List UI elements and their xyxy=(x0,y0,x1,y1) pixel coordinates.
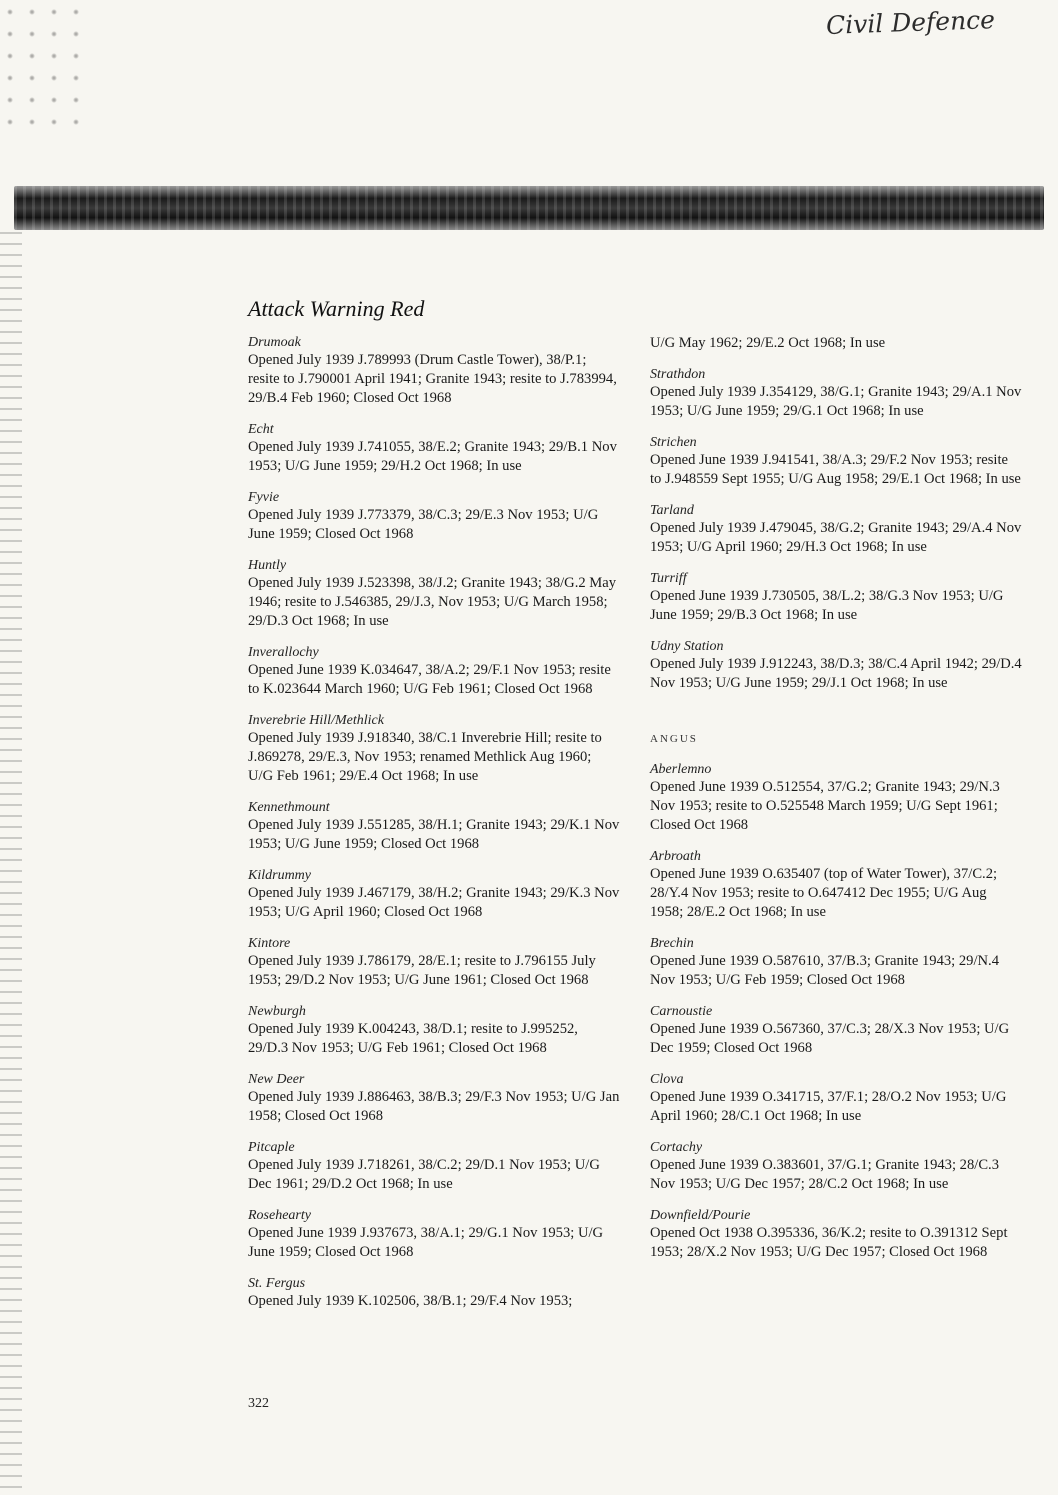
left-column xyxy=(248,334,620,1324)
post-entry xyxy=(248,489,620,544)
post-name: Turriff xyxy=(650,571,687,586)
post-details: Opened June 1939 O.567360, 37/C.3; 28/X.3 Nov 1953; U/G Dec 1959; Closed Oct 1968 xyxy=(650,1021,1010,1056)
post-details: Opened July 1939 J.354129, 38/G.1; Granite 1943; 29/A.1 Nov 1953; U/G June 1959; 29/G.1 Oct 1968; In use xyxy=(650,384,1022,419)
post-details: Opened July 1939 J.479045, 38/G.2; Granite 1943; 29/A.4 Nov 1953; U/G April 1960; 29/H.3 Oct 1968; In use xyxy=(650,520,1022,555)
post-entry xyxy=(248,935,620,990)
post-name: Fyvie xyxy=(248,490,280,505)
post-entry xyxy=(248,644,620,699)
post-entry xyxy=(650,1003,1022,1058)
post-details: Opened July 1939 J.551285, 38/H.1; Granite 1943; 29/K.1 Nov 1953; U/G June 1959; Closed Oct 1968 xyxy=(248,817,620,852)
post-details: Opened July 1939 J.741055, 38/E.2; Granite 1943; 29/B.1 Nov 1953; U/G June 1959; 29/H.2 Oct 1968; In use xyxy=(248,439,617,474)
post-name: Clova xyxy=(650,1072,684,1087)
post-entry xyxy=(248,334,620,408)
post-entry xyxy=(650,1207,1022,1262)
post-name: Kildrummy xyxy=(248,868,311,883)
post-details: Opened June 1939 J.937673, 38/A.1; 29/G.1 Nov 1953; U/G June 1959; Closed Oct 1968 xyxy=(248,1225,604,1260)
post-details: Opened July 1939 J.523398, 38/J.2; Granite 1943; 38/G.2 May 1946; resite to J.546385, 29/J.3, Nov 1953; U/G March 1958; 29/D.3 Oct 1968; In use xyxy=(248,575,617,629)
post-name: Drumoak xyxy=(248,335,301,350)
post-details: Opened June 1939 O.341715, 37/F.1; 28/O.2 Nov 1953; U/G April 1960; 28/C.1 Oct 1968; In use xyxy=(650,1089,1007,1124)
post-name: Kintore xyxy=(248,936,291,951)
post-entry xyxy=(650,848,1022,922)
post-name: Huntly xyxy=(248,558,287,573)
post-entry xyxy=(650,1071,1022,1126)
post-entry xyxy=(650,570,1022,625)
post-name: Inverebrie Hill/Methlick xyxy=(248,713,384,728)
post-entry xyxy=(650,935,1022,990)
post-details: Opened June 1939 O.383601, 37/G.1; Granite 1943; 28/C.3 Nov 1953; U/G Dec 1957; 28/C.2 Oct 1968; In use xyxy=(650,1157,999,1192)
post-details: Opened July 1939 J.918340, 38/C.1 Inverebrie Hill; resite to J.869278, 29/E.3, Nov 1953; renamed Methlick Aug 1960; U/G Feb 1961; 29/E.4 Oct 1968; In use xyxy=(248,730,602,784)
post-name: Udny Station xyxy=(650,639,724,654)
post-entry xyxy=(650,366,1022,421)
page-number: 322 xyxy=(248,1396,269,1411)
post-entry xyxy=(248,1207,620,1262)
post-name: Strichen xyxy=(650,435,697,450)
post-entry xyxy=(650,638,1022,693)
post-name: Pitcaple xyxy=(248,1140,295,1155)
post-details: Opened June 1939 J.730505, 38/L.2; 38/G.3 Nov 1953; U/G June 1959; 29/B.3 Oct 1968; In use xyxy=(650,588,1004,623)
post-name: New Deer xyxy=(248,1072,305,1087)
post-entry xyxy=(248,712,620,786)
post-entry xyxy=(248,867,620,922)
post-details: Opened July 1939 J.886463, 38/B.3; 29/F.3 Nov 1953; U/G Jan 1958; Closed Oct 1968 xyxy=(248,1089,620,1124)
post-details: Opened June 1939 K.034647, 38/A.2; 29/F.1 Nov 1953; resite to K.023644 March 1960; U/G Feb 1961; Closed Oct 1968 xyxy=(248,662,611,697)
scan-left-edge xyxy=(0,232,22,1495)
post-name: Carnoustie xyxy=(650,1004,713,1019)
post-details: Opened June 1939 O.587610, 37/B.3; Granite 1943; 29/N.4 Nov 1953; U/G Feb 1959; Closed Oct 1968 xyxy=(650,953,999,988)
post-details: Opened July 1939 J.789993 (Drum Castle Tower), 38/P.1; resite to J.790001 April 1941; Granite 1943; resite to J.783994, 29/B.4 Feb 1960; Closed Oct 1968 xyxy=(248,352,617,406)
post-details: Opened July 1939 K.004243, 38/D.1; resite to J.995252, 29/D.3 Nov 1953; U/G Feb 1961; Closed Oct 1968 xyxy=(248,1021,578,1056)
post-name: Brechin xyxy=(650,936,694,951)
post-entry xyxy=(248,1071,620,1126)
post-name: Newburgh xyxy=(248,1004,306,1019)
post-name: Arbroath xyxy=(650,849,701,864)
post-entry xyxy=(248,557,620,631)
post-entry xyxy=(248,1003,620,1058)
post-name: Rosehearty xyxy=(248,1208,311,1223)
post-details: Opened Oct 1938 O.395336, 36/K.2; resite to O.391312 Sept 1953; 28/X.2 Nov 1953; U/G Dec 1957; Closed Oct 1968 xyxy=(650,1225,1008,1260)
post-name: Echt xyxy=(248,422,274,437)
post-name: Downfield/Pourie xyxy=(650,1208,751,1223)
post-name: Inverallochy xyxy=(248,645,319,660)
post-name: Aberlemno xyxy=(650,762,712,777)
continued-details: U/G May 1962; 29/E.2 Oct 1968; In use xyxy=(650,335,886,351)
post-name: Cortachy xyxy=(650,1140,703,1155)
post-details: Opened June 1939 J.941541, 38/A.3; 29/F.2 Nov 1953; resite to J.948559 Sept 1955; U/G Aug 1958; 29/E.1 Oct 1968; In use xyxy=(650,452,1021,487)
post-entry xyxy=(650,502,1022,557)
post-details: Opened July 1939 J.718261, 38/C.2; 29/D.1 Nov 1953; U/G Dec 1961; 29/D.2 Oct 1968; In use xyxy=(248,1157,600,1192)
post-entry xyxy=(248,799,620,854)
scan-artifact-band xyxy=(14,186,1044,230)
post-name: Kennethmount xyxy=(248,800,330,815)
post-details: Opened July 1939 J.912243, 38/D.3; 38/C.4 April 1942; 29/D.4 Nov 1953; U/G June 1959; 29/J.1 Oct 1968; In use xyxy=(650,656,1022,691)
post-entry xyxy=(248,421,620,476)
post-entry xyxy=(248,1139,620,1194)
post-details: Opened June 1939 O.512554, 37/G.2; Granite 1943; 29/N.3 Nov 1953; resite to O.525548 March 1959; U/G Sept 1961; Closed Oct 1968 xyxy=(650,779,1000,833)
post-name: Tarland xyxy=(650,503,694,518)
section-heading-angus: ANGUS xyxy=(650,733,698,745)
post-entry xyxy=(650,434,1022,489)
scan-speckle xyxy=(0,0,80,130)
right-column xyxy=(650,334,1022,1275)
handwritten-margin-note: Civil Defence xyxy=(825,5,996,40)
post-details: Opened July 1939 J.467179, 38/H.2; Granite 1943; 29/K.3 Nov 1953; U/G April 1960; Closed Oct 1968 xyxy=(248,885,620,920)
post-details: Opened July 1939 K.102506, 38/B.1; 29/F.4 Nov 1953; xyxy=(248,1293,573,1309)
post-name: St. Fergus xyxy=(248,1276,306,1291)
post-entry xyxy=(650,1139,1022,1194)
post-name: Strathdon xyxy=(650,367,706,382)
post-details: Opened July 1939 J.773379, 38/C.3; 29/E.3 Nov 1953; U/G June 1959; Closed Oct 1968 xyxy=(248,507,599,542)
page-heading: Attack Warning Red xyxy=(248,296,425,321)
post-entry xyxy=(650,761,1022,835)
post-entry xyxy=(248,1275,620,1311)
post-details: Opened June 1939 O.635407 (top of Water Tower), 37/C.2; 28/Y.4 Nov 1953; resite to O.647412 Dec 1955; U/G Aug 1958; 28/E.2 Oct 1968; In use xyxy=(650,866,998,920)
post-details: Opened July 1939 J.786179, 28/E.1; resite to J.796155 July 1953; 29/D.2 Nov 1953; U/G June 1961; Closed Oct 1968 xyxy=(248,953,596,988)
